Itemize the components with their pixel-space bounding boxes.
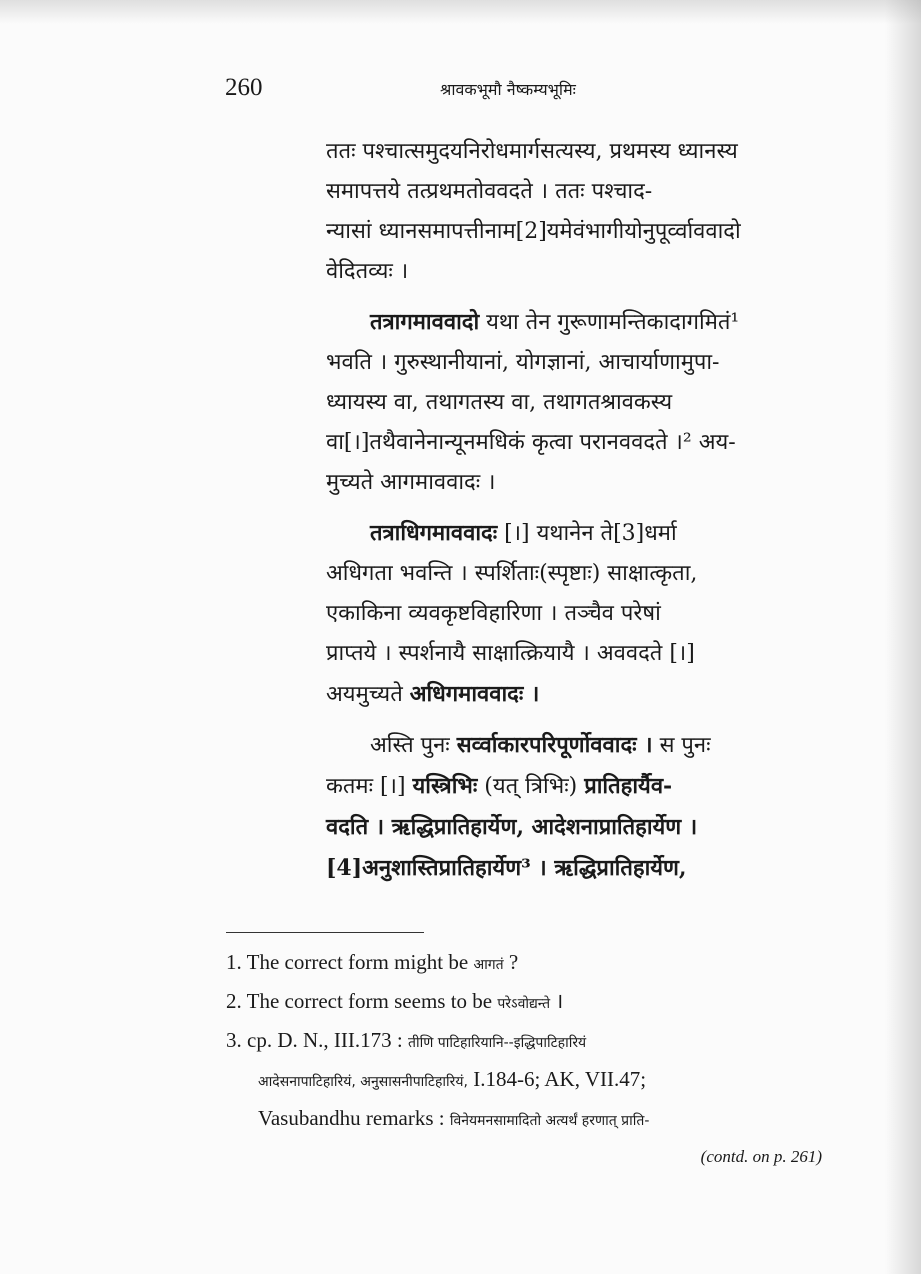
- text-line: मुच्यते आगमाववादः ।: [326, 470, 496, 495]
- text-line: प्राप्तये । स्पर्शनायै साक्षात्क्रियायै । अववदते [।]: [326, 641, 695, 666]
- bold-term: यस्त्रिभिः: [412, 773, 478, 799]
- footnote-number: 3.: [226, 1028, 242, 1052]
- bold-term: अधिगमाववादः ।: [409, 681, 540, 707]
- footnote-number: 1.: [226, 950, 242, 974]
- footnote-3: [226, 1022, 826, 1061]
- text-line: वेदितव्यः ।: [326, 259, 409, 284]
- footnote-text: Vasubandhu remarks :: [258, 1106, 450, 1130]
- paragraph-1: [326, 132, 826, 292]
- text-line: [326, 725, 826, 766]
- text-line: [326, 766, 826, 807]
- footnote-3-line-3: [226, 1100, 826, 1139]
- bold-heading: तत्रागमाववादो: [370, 309, 480, 335]
- running-head: श्रावकभूमौ नैष्कम्यभूमिः: [440, 80, 576, 99]
- footnote-text: The correct form might be: [246, 950, 474, 974]
- footnote-1: [226, 944, 826, 983]
- text-line: ततः पश्चात्समुदयनिरोधमार्गसत्यस्य, प्रथमस्य ध्यानस्य: [326, 139, 738, 164]
- footnote-end: ?: [503, 950, 519, 974]
- text-line: समापत्तये तत्प्रथमतोववदते । ततः पश्चाद-: [326, 179, 653, 204]
- paragraph-3: [326, 513, 826, 715]
- bold-term: सर्व्वाकारपरिपूर्णोववादः ।: [456, 732, 653, 758]
- text-line: ध्यायस्य वा, तथागतस्य वा, तथागतश्रावकस्य: [326, 390, 673, 415]
- bold-heading: तत्राधिगमाववादः: [370, 520, 498, 546]
- text-span: यथा तेन गुरूणामन्तिकादागमितं¹: [479, 310, 740, 335]
- footnote-sanskrit: विनेयमनसामादितो अत्यर्थं हरणात् प्राति-: [449, 1113, 650, 1129]
- footnote-sanskrit: तीणि पाटिहारियानि--इद्धिपाटिहारियं: [407, 1035, 587, 1051]
- footnote-sanskrit: परेऽवोद्यन्ते: [497, 996, 551, 1012]
- continued-note: (contd. on p. 261): [700, 1147, 822, 1166]
- text-line: [326, 302, 826, 343]
- footnotes: [226, 944, 826, 1175]
- text-line: अधिगता भवन्ति । स्पर्शिताः(स्पृष्टाः) साक्षात्कृता,: [326, 561, 698, 586]
- footnote-2: [226, 983, 826, 1022]
- footnote-divider: [226, 932, 424, 933]
- footnote-3-line-2: [226, 1061, 826, 1100]
- text-span: अस्ति पुनः: [370, 733, 457, 758]
- text-line: एकाकिना व्यवकृष्टविहारिणा । तञ्चैव परेषां: [326, 601, 661, 626]
- text-span: अयमुच्यते: [326, 682, 410, 707]
- paragraph-2: [326, 302, 826, 503]
- text-span: स पुनः: [652, 733, 711, 758]
- text-span: [।] यथानेन ते[3]धर्मा: [497, 521, 677, 546]
- bold-line: [4]अनुशास्तिप्रातिहार्येण³ । ऋद्धिप्रातिहार्येण,: [326, 855, 687, 881]
- footnote-end: ।: [550, 989, 564, 1013]
- scan-shadow-top: [0, 0, 921, 24]
- page-number: 260: [225, 74, 263, 101]
- footnote-number: 2.: [226, 989, 242, 1013]
- bold-term: प्रातिहार्यैव-: [584, 773, 673, 799]
- text-line: [326, 513, 826, 554]
- text-line: [326, 848, 826, 889]
- footnote-text: cp. D. N., III.173 :: [247, 1028, 408, 1052]
- footnote-text: I.184-6; AK, VII.47;: [467, 1067, 647, 1091]
- footnote-text: The correct form seems to be: [246, 989, 498, 1013]
- paragraph-4: [326, 725, 826, 889]
- bold-line: वदति । ऋद्धिप्रातिहार्येण, आदेशनाप्रातिहार्येण ।: [326, 814, 698, 840]
- footnote-sanskrit: आगतं: [473, 957, 504, 973]
- text-span: (यत् त्रिभिः): [477, 774, 585, 799]
- text-line: वा[।]तथैवानेनान्यूनमधिकं कृत्वा परानववदते ।² अय-: [326, 430, 736, 455]
- text-line: भवति । गुरुस्थानीयानां, योगज्ञानां, आचार्याणामुपा-: [326, 350, 720, 375]
- footnote-sanskrit: आदेसनापाटिहारियं, अनुसासनीपाटिहारियं,: [258, 1074, 468, 1090]
- main-text: [326, 132, 826, 899]
- text-span: कतमः [।]: [326, 774, 413, 799]
- text-line: न्यासां ध्यानसमापत्तीनाम[2]यमेवंभागीयोनुपूर्व्वाववादो: [326, 219, 741, 244]
- text-line: [326, 674, 826, 715]
- text-line: [326, 807, 826, 848]
- scan-shadow-right: [885, 0, 921, 1274]
